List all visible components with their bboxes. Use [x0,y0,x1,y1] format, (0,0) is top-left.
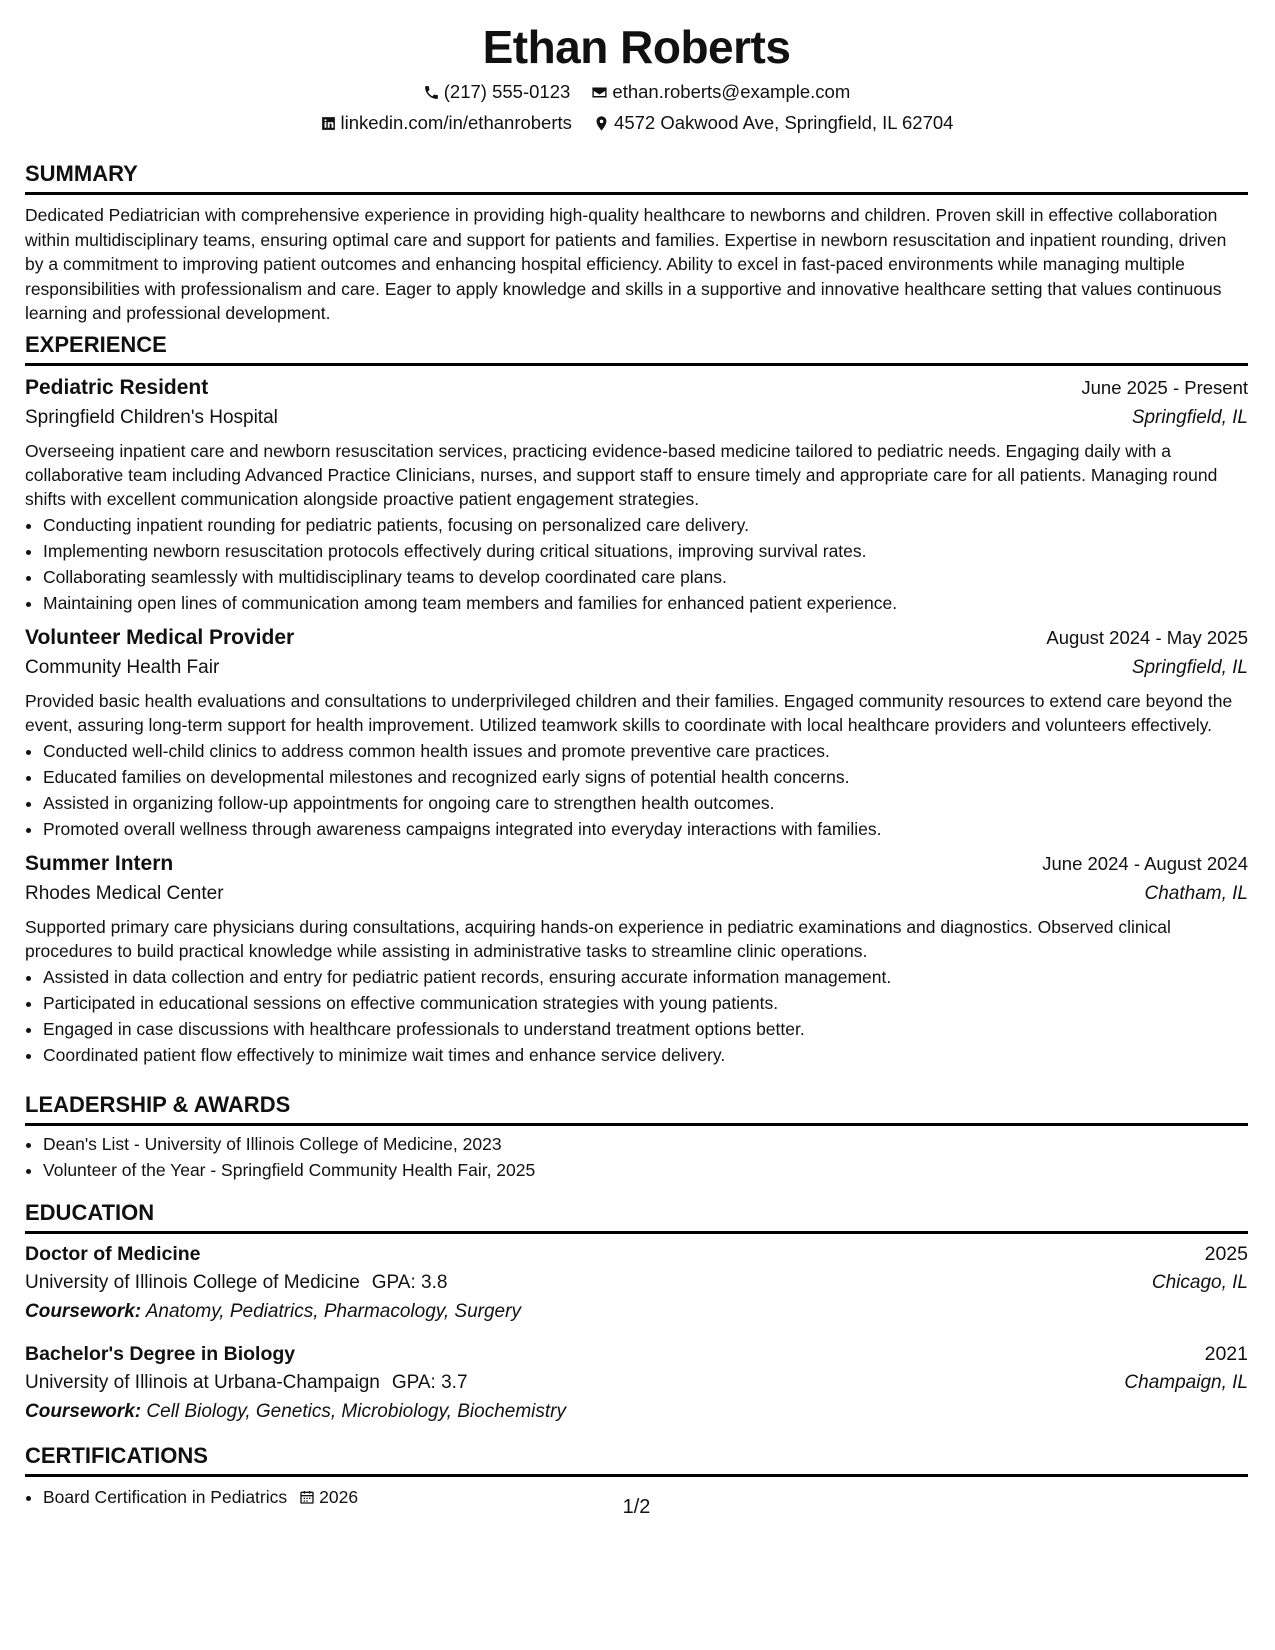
job-bullets [25,512,1248,616]
map-pin-icon [593,115,610,132]
job-organization: Springfield Children's Hospital [25,407,278,428]
page-number: 1/2 [622,1496,651,1518]
phone-icon [423,84,440,101]
school-name: University of Illinois College of Medicine [25,1272,360,1293]
leadership-section [25,1091,1248,1183]
section-divider [25,1123,1248,1126]
degree-title: Bachelor's Degree in Biology [25,1343,296,1365]
certification-name: • Board Certification in Pediatrics [43,1487,288,1507]
education-entry [25,1340,1248,1426]
contact-email[interactable] [591,80,850,104]
address-text: 4572 Oakwood Ave, Springfield, IL 62704 [614,112,954,133]
linkedin-icon [320,115,337,132]
list-item: • Conducting inpatient rounding for pediatric patients, focusing on personalized care delivery. [43,512,1248,538]
job-title: Pediatric Resident [25,376,209,399]
coursework-list: Cell Biology, Genetics, Microbiology, Biochemistry [146,1401,566,1422]
section-divider [25,192,1248,195]
section-title-education: EDUCATION [25,1200,155,1225]
list-item: • Collaborating seamlessly with multidisciplinary teams to develop coordinated care plans. [43,564,1248,590]
contact-row-1 [25,80,1248,107]
list-item: • Assisted in organizing follow-up appointments for ongoing care to strengthen health outcomes. [43,790,1248,816]
degree-year: 2021 [1204,1343,1248,1365]
section-divider [25,1231,1248,1234]
education-section [25,1199,1248,1426]
list-item: • Implementing newborn resuscitation protocols effectively during critical situations, improving survival rates. [43,538,1248,564]
envelope-icon [591,84,608,101]
contact-row-2 [25,111,1248,138]
resume-page [25,0,1248,1650]
coursework-label: Coursework: [25,1401,142,1422]
contact-linkedin[interactable] [320,111,572,135]
certification-year: 2026 [319,1487,359,1507]
job-location: Springfield, IL [1131,407,1248,428]
coursework [25,1297,1248,1326]
job-description: Supported primary care physicians during consultations, acquiring hands-on experience in pediatric examinations and diagnostics. Observed clinical procedures to build practical knowledge while assisting in administrative tasks to streamline clinic operations. [25,917,1171,961]
experience-section [25,331,1248,1068]
gpa: GPA: 3.8 [371,1272,448,1293]
job-dates: June 2024 - August 2024 [1042,853,1248,874]
contact-phone [423,80,571,104]
gpa: GPA: 3.7 [391,1372,468,1393]
list-item: • Conducted well-child clinics to address common health issues and promote preventive care practices. [43,738,1248,764]
coursework-list: Anatomy, Pediatrics, Pharmacology, Surgery [145,1301,521,1322]
degree-title: Doctor of Medicine [25,1243,201,1265]
list-item: • Participated in educational sessions on effective communication strategies with young patients. [43,990,1248,1016]
list-item: • Engaged in case discussions with healthcare professionals to understand treatment options better. [43,1016,1248,1042]
list-item: • Maintaining open lines of communication among team members and families for enhanced patient experience. [43,590,1248,616]
job-bullets [25,964,1248,1068]
coursework [25,1397,1248,1426]
job-description: Overseeing inpatient care and newborn resuscitation services, practicing evidence-based medicine tailored to pediatric needs. Engaging daily with a collaborative team including Advanced Practice Clinicians, nurses, and support staff to ensure timely and appropriate care for all patients. Managing round shifts with excellent communication alongside proactive patient engagement strategies. [25,441,1218,509]
job-bullets [25,738,1248,842]
coursework-label: Coursework: [25,1301,142,1322]
contact-address [593,111,953,135]
list-item: • Educated families on developmental milestones and recognized early signs of potential health concerns. [43,764,1248,790]
list-item: • Dean's List - University of Illinois College of Medicine, 2023 [43,1131,1248,1157]
email-link[interactable]: ethan.roberts@example.com [612,81,851,102]
section-divider [25,363,1248,366]
job-description: Provided basic health evaluations and consultations to underprivileged children and their families. Engaged community resources to extend care beyond the event, assuring long-term support for health improvement. Utilized teamwork skills to coordinate with local healthcare providers and volunteers effectively. [25,691,1233,735]
section-divider [25,1474,1248,1477]
phone-text: (217) 555-0123 [443,81,571,102]
job-location: Springfield, IL [1131,657,1248,678]
job-entry [25,374,1248,616]
job-dates: August 2024 - May 2025 [1046,627,1248,648]
list-item: • Promoted overall wellness through awareness campaigns integrated into everyday interactions with families. [43,816,1248,842]
job-entry [25,850,1248,1068]
job-organization: Community Health Fair [25,657,220,678]
list-item: • Volunteer of the Year - Springfield Community Health Fair, 2025 [43,1157,1248,1183]
school-location: Chicago, IL [1151,1272,1248,1293]
education-entry [25,1240,1248,1326]
section-title-leadership: LEADERSHIP & AWARDS [25,1092,291,1117]
summary-section [25,160,1248,326]
job-title: Summer Intern [25,852,174,875]
degree-year: 2025 [1204,1243,1248,1265]
job-organization: Rhodes Medical Center [25,883,224,904]
list-item: • Assisted in data collection and entry for pediatric patient records, ensuring accurate information management. [43,964,1248,990]
section-title-certifications: CERTIFICATIONS [25,1443,208,1468]
section-title-experience: EXPERIENCE [25,332,167,357]
awards-list [25,1131,1248,1183]
job-title: Volunteer Medical Provider [25,626,295,649]
summary-text: Dedicated Pediatrician with comprehensive experience in providing high-quality healthcare to newborns and children. Proven skill in effective collaboration within multidisciplinary teams, ensuring optimal care and support for patients and families. Expertise in newborn resuscitation and inpatient rounding, driven by a commitment to improving patient outcomes and enhancing hospital efficiency. Ability to excel in fast-paced environments while managing multiple responsibilities with professionalism and care. Eager to apply knowledge and skills in a supportive and innovative healthcare setting that values continuous learning and professional development. [25,205,1227,323]
linkedin-link[interactable]: linkedin.com/in/ethanroberts [340,112,572,133]
school-location: Champaign, IL [1124,1372,1248,1393]
list-item: • Coordinated patient flow effectively to minimize wait times and enhance service delivery. [43,1042,1248,1068]
job-entry [25,624,1248,842]
candidate-name: Ethan Roberts [482,21,791,73]
job-dates: June 2025 - Present [1081,377,1248,398]
job-location: Chatham, IL [1144,883,1248,904]
school-name: University of Illinois at Urbana-Champaign [25,1372,380,1393]
section-title-summary: SUMMARY [25,161,138,186]
